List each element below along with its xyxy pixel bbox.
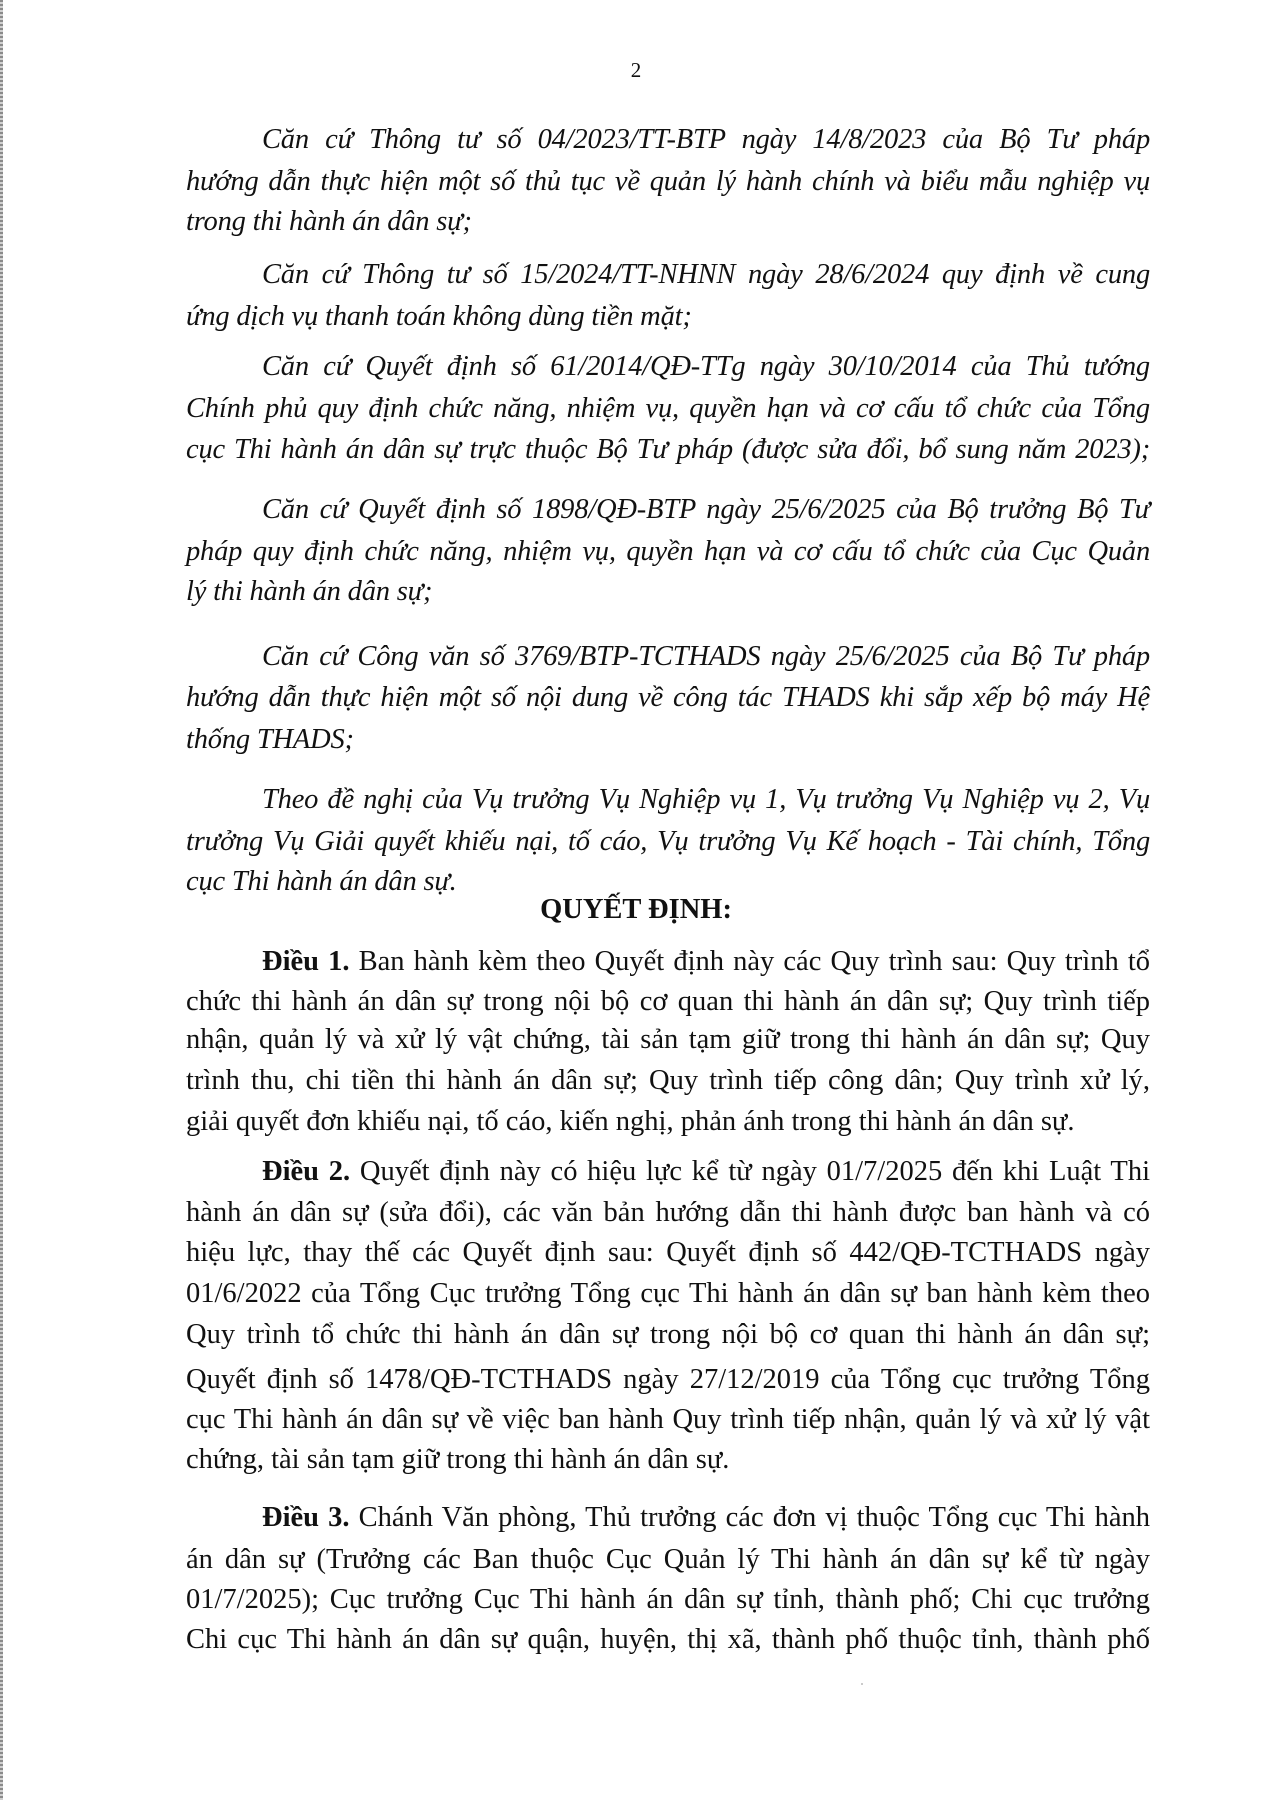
article-text: Ban hành kèm theo Quyết định này các Quy trình sau: Quy trình tổ [349, 946, 1150, 977]
text-line: trình thu, chi tiền thi hành án dân sự; Quy trình tiếp công dân; Quy trình xử lý, [186, 1065, 1150, 1096]
text-line: hướng dẫn thực hiện một số thủ tục về quản lý hành chính và biểu mẫu nghiệp vụ [186, 166, 1150, 197]
text-line: Căn cứ Quyết định số 1898/QĐ-BTP ngày 25/6/2025 của Bộ trưởng Bộ Tư [262, 494, 1150, 525]
text-line: 01/7/2025); Cục trưởng Cục Thi hành án dân sự tỉnh, thành phố; Chi cục trưởng [186, 1584, 1150, 1615]
text-line: pháp quy định chức năng, nhiệm vụ, quyền hạn và cơ cấu tổ chức của Cục Quản [186, 536, 1150, 567]
article-first-line [262, 942, 1150, 982]
text-line: án dân sự (Trưởng các Ban thuộc Cục Quản lý Thi hành án dân sự kể từ ngày [186, 1544, 1150, 1575]
text-line: chứng, tài sản tạm giữ trong thi hành án dân sự. [186, 1444, 730, 1475]
text-line: trong thi hành án dân sự; [186, 206, 472, 237]
article-label: Điều 3. [262, 1502, 350, 1533]
text-line: cục Thi hành án dân sự trực thuộc Bộ Tư pháp (được sửa đổi, bổ sung năm 2023); [186, 434, 1150, 465]
article-first-line [262, 1152, 1150, 1192]
text-line: chức thi hành án dân sự trong nội bộ cơ quan thi hành án dân sự; Quy trình tiếp [186, 986, 1150, 1017]
text-line: Chính phủ quy định chức năng, nhiệm vụ, quyền hạn và cơ cấu tổ chức của Tổng [186, 393, 1150, 424]
text-line: cục Thi hành án dân sự về việc ban hành Quy trình tiếp nhận, quản lý và xử lý vật [186, 1404, 1150, 1435]
article-first-line [262, 1498, 1150, 1538]
text-line: Căn cứ Thông tư số 04/2023/TT-BTP ngày 14/8/2023 của Bộ Tư pháp [262, 124, 1150, 155]
text-line: Chi cục Thi hành án dân sự quận, huyện, thị xã, thành phố thuộc tỉnh, thành phố [186, 1624, 1150, 1655]
text-line: hướng dẫn thực hiện một số nội dung về công tác THADS khi sắp xếp bộ máy Hệ [186, 682, 1150, 713]
page-number: 2 [630, 58, 642, 82]
decision-heading: QUYẾT ĐỊNH: [540, 894, 732, 925]
article-label: Điều 2. [262, 1156, 351, 1187]
text-line: giải quyết đơn khiếu nại, tố cáo, kiến nghị, phản ánh trong thi hành án dân sự. [186, 1106, 1075, 1137]
text-line: 01/6/2022 của Tổng Cục trưởng Tổng cục Thi hành án dân sự ban hành kèm theo [186, 1278, 1150, 1309]
text-line: Theo đề nghị của Vụ trưởng Vụ Nghiệp vụ 1, Vụ trưởng Vụ Nghiệp vụ 2, Vụ [262, 784, 1150, 815]
text-line: Quy trình tổ chức thi hành án dân sự trong nội bộ cơ quan thi hành án dân sự; [186, 1319, 1150, 1350]
article-text: Chánh Văn phòng, Thủ trưởng các đơn vị thuộc Tổng cục Thi hành [349, 1502, 1151, 1533]
text-line: Căn cứ Công văn số 3769/BTP-TCTHADS ngày 25/6/2025 của Bộ Tư pháp [262, 641, 1150, 672]
text-line: Quyết định số 1478/QĐ-TCTHADS ngày 27/12/2019 của Tổng cục trưởng Tổng [186, 1364, 1150, 1395]
scan-speck [861, 1683, 863, 1685]
text-line: nhận, quản lý và xử lý vật chứng, tài sản tạm giữ trong thi hành án dân sự; Quy [186, 1024, 1150, 1055]
text-line: lý thi hành án dân sự; [186, 576, 433, 607]
text-line: hành án dân sự (sửa đổi), các văn bản hướng dẫn thi hành được ban hành và có [186, 1197, 1150, 1228]
article-text: Quyết định này có hiệu lực kể từ ngày 01/7/2025 đến khi Luật Thi [350, 1156, 1151, 1187]
text-line: cục Thi hành án dân sự. [186, 866, 457, 897]
text-line: hiệu lực, thay thế các Quyết định sau: Quyết định số 442/QĐ-TCTHADS ngày [186, 1237, 1150, 1268]
article-label: Điều 1. [262, 946, 350, 977]
text-line: Căn cứ Thông tư số 15/2024/TT-NHNN ngày 28/6/2024 quy định về cung [262, 259, 1150, 290]
text-line: ứng dịch vụ thanh toán không dùng tiền mặt; [186, 301, 692, 332]
text-line: trưởng Vụ Giải quyết khiếu nại, tố cáo, Vụ trưởng Vụ Kế hoạch - Tài chính, Tổng [186, 826, 1150, 857]
text-line: thống THADS; [186, 724, 354, 755]
text-line: Căn cứ Quyết định số 61/2014/QĐ-TTg ngày 30/10/2014 của Thủ tướng [262, 351, 1150, 382]
